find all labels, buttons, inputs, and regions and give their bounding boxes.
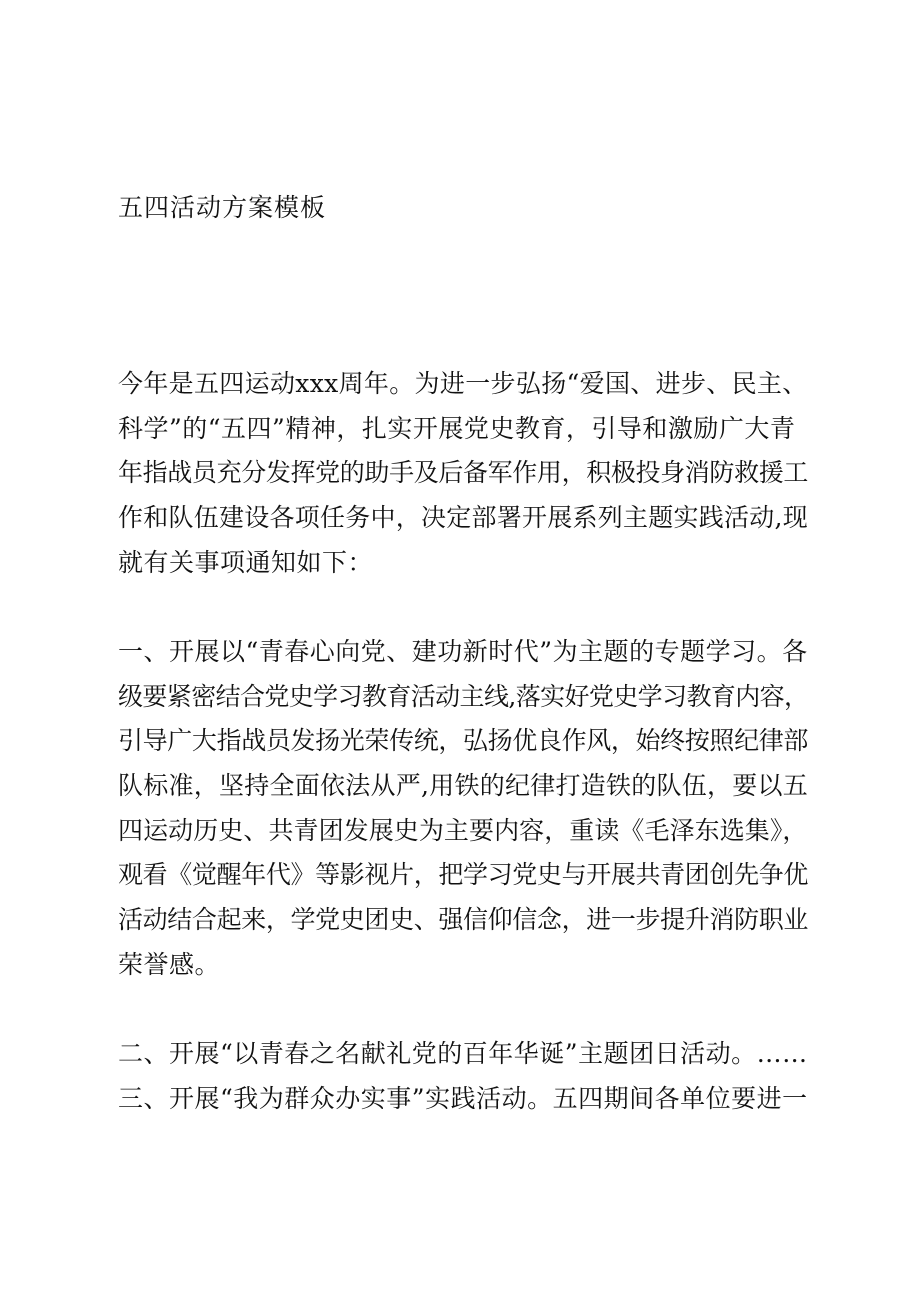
text-line: 级要紧密结合党史学习教育活动主线,落实好党史学习教育内容，	[118, 681, 809, 711]
text-line: 四运动历史、共青团发展史为主要内容，重读《毛泽东选集》，	[118, 815, 808, 845]
text-line: 活动结合起来，学党史团史、强信仰信念，进一步提升消防职业	[118, 905, 809, 935]
paragraph-section-two	[118, 1032, 808, 1077]
text-line: 一、开展以“青春心向党、建功新时代”为主题的专题学习。各	[118, 637, 808, 666]
text-line: 观看《觉醒年代》等影视片，把学习党史与开展共青团创先争优	[118, 860, 809, 890]
text-line: 引导广大指战员发扬光荣传统，弘扬优良作风，始终按照纪律部	[118, 726, 809, 756]
text-line: 二、开展“以青春之名献礼党的百年华诞”主题团日活动。……	[118, 1039, 808, 1068]
text-line: 三、开展“我为群众办实事”实践活动。五四期间各单位要进一	[118, 1084, 808, 1113]
document-title: 五四活动方案模板	[118, 193, 327, 222]
text-line: 荣誉感。	[118, 949, 221, 979]
paragraph-section-three	[118, 1077, 808, 1122]
text-line: 队标准，坚持全面依法从严,用铁的纪律打造铁的队伍，要以五	[118, 771, 808, 801]
paragraph-intro	[118, 362, 808, 585]
text-line: 今年是五四运动xxx周年。为进一步弘扬“爱国、进步、民主、	[118, 369, 808, 398]
text-line: 就有关事项通知如下：	[118, 547, 374, 577]
text-line: 科学”的“五四”精神，扎实开展党史教育，引导和激励广大青	[118, 413, 796, 443]
text-line: 作和队伍建设各项任务中，决定部署开展系列主题实践活动,现	[118, 503, 808, 533]
paragraph-section-one	[118, 630, 808, 988]
text-line: 年指战员充分发挥党的助手及后备军作用，积极投身消防救援工	[118, 458, 809, 488]
